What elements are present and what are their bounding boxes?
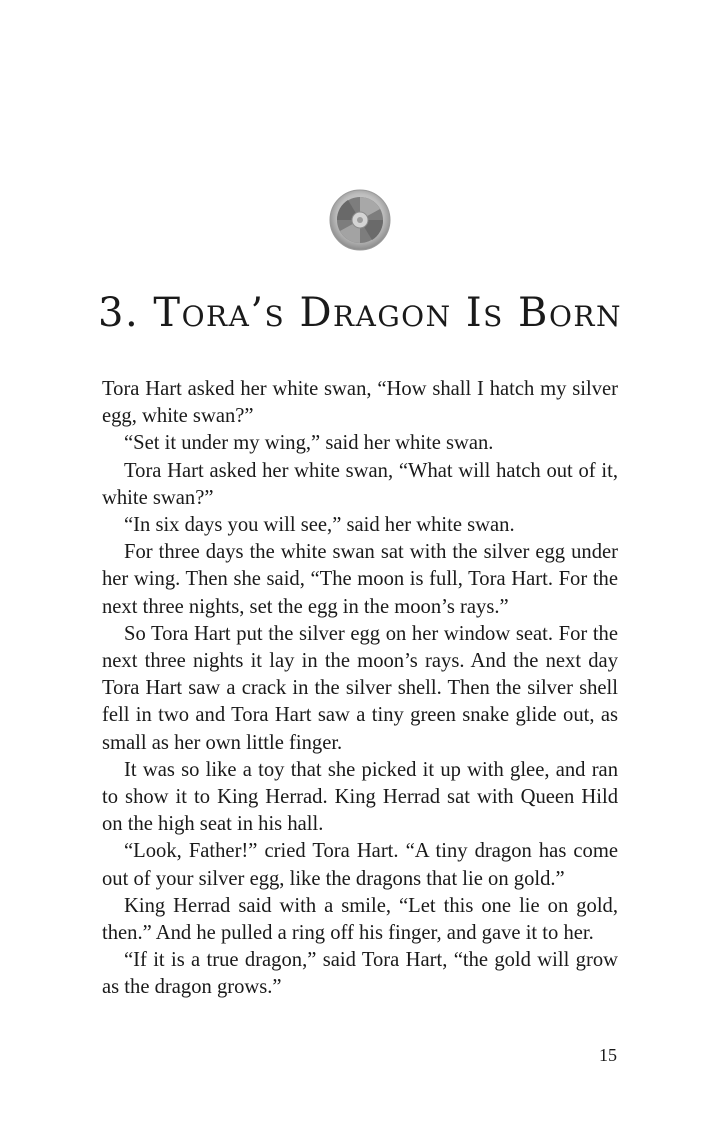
- chapter-body: [102, 376, 618, 1002]
- paragraph: So Tora Hart put the silver egg on her window seat. For the next three nights it lay in the moon’s rays. And the next day Tora Hart saw a crack in the silver shell. Then the silver shell fell in two and Tora Hart saw a tiny green snake glide out, as small as her own little finger.: [102, 622, 618, 754]
- paragraph: “If it is a true dragon,” said Tora Hart, “the gold will grow as the dragon grows.”: [102, 949, 618, 999]
- paragraph: King Herrad said with a smile, “Let this one lie on gold, then.” And he pulled a ring off his finger, and gave it to her.: [102, 894, 618, 945]
- paragraph: “Look, Father!” cried Tora Hart. “A tiny dragon has come out of your silver egg, like the dragons that lie on gold.”: [102, 840, 618, 890]
- silver-egg-disc-icon: [328, 188, 392, 252]
- page-number: 15: [599, 1045, 617, 1065]
- paragraph: It was so like a toy that she picked it up with glee, and ran to show it to King Herrad. King Herrad sat with Queen Hild on the high seat in his hall.: [102, 758, 618, 836]
- paragraph: “In six days you will see,” said her white swan.: [124, 514, 515, 537]
- paragraph: “Set it under my wing,” said her white swan.: [124, 432, 494, 455]
- paragraph: Tora Hart asked her white swan, “How shall I hatch my silver egg, white swan?”: [102, 378, 618, 428]
- paragraph: Tora Hart asked her white swan, “What will hatch out of it, white swan?”: [102, 459, 618, 509]
- paragraph: For three days the white swan sat with the silver egg under her wing. Then she said, “The moon is full, Tora Hart. For the next three nights, set the egg in the moon’s rays.”: [102, 541, 618, 618]
- chapter-title: 3. Tora’s Dragon Is Born: [98, 290, 622, 336]
